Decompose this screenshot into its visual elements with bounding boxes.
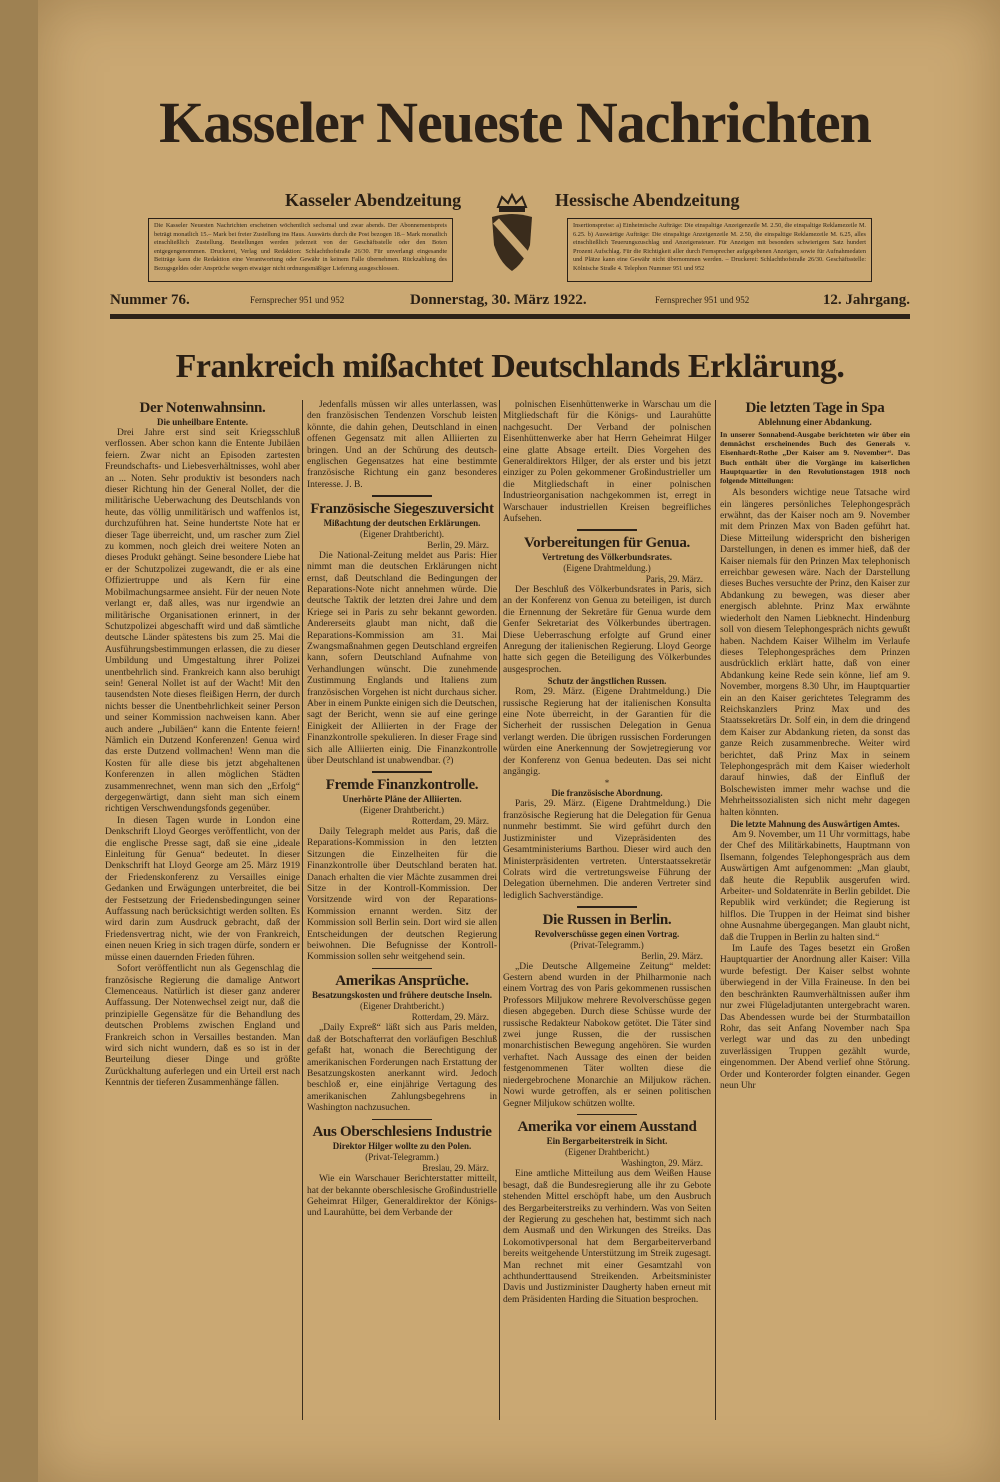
article-intro: In unserer Sonnabend-Ausgabe berichteten wir über ein demnächst erscheinendes Buch des Generals v. Eisenhardt-Rothe „Der Kaiser am 9. November“. Das Buch enthält über die Vorgänge im kaiserlichen Hauptquartier in den Revolutionstagen 1918 noch folgende Mitteilungen: <box>720 430 910 486</box>
article-paragraph: Der Beschluß des Völkerbundsrates in Paris, sich an der Konferenz von Genua zu beteiligen, ist durch die Ernennung der Sekretäre für Genua wurde dem Genfer Sekretariat des Völkerbundes übertragen. Diese Ueberraschung erfolgte auf Grund einer Anregung der italienischen Regierung. Lloyd George hatte sich gegen die Beteiligung des Völkerbundes ausgesprochen. <box>503 584 711 675</box>
main-headline: Frankreich mißachtet Deutschlands Erklärung. <box>175 348 845 385</box>
issue-number: Nummer 76. <box>110 292 190 308</box>
article-subheading: Die französische Abordnung. <box>551 788 663 799</box>
column-divider <box>715 400 716 1420</box>
article-separator <box>577 529 637 531</box>
article-separator <box>372 1119 432 1121</box>
article-paragraph: Daily Telegraph meldet aus Paris, daß die Reparations-Kommission in den letzten Sitzungen die Einzelheiten für die Finanzkontrolle über Deutschland beraten hat. Danach erhalten die vier Mächte zusammen drei Sitze in der Kontroll-Kommission. Der Vorsitzende wird von der Reparations-Kommission ernannt werden. Sitz der Kommission soll Berlin sein. Dort wird sie allen Entscheidungen der deutschen Regierung beiwohnen. Die Befugnisse der Kontroll-Kommission sollen sehr weitgehend sein. <box>307 826 497 963</box>
article-paragraph: Drei Jahre erst sind seit Kriegsschluß verflossen. Aber schon kann die Entente Jubiläen feiern. Zwar nicht an Episoden zartesten Freundschafts- und Liebesverhältnisses, wohl aber an ... Noten. Sehr produktiv ist besonders nach dieser Richtung hin der General Nollet, der die militärische Ueberwachung des Deutschlands von heute, das völlig unmilitärisch und waffenlos ist, durchzuführen hat. Seine hundertste Note hat er dieser Tage überreicht, und, um rascher zum Ziel zu kommen, noch gleich drei weitere Noten an dieses Produkt gehängt. Seine besondere Liebe hat er der Schutzpolizei zugewandt, die er als eine Offiziertruppe und als Kern für eine Mobilmachungsarmee ansieht. Für der neuen Note verlangt er, daß alles, was nur irgendwie an militärische Organisationen erinnert, in der Schutzpolizei abgeschafft wird und daß sämtliche deutsche Länder spätestens bis zum 25. Mai die Ausführungsbestimmungen erlassen, die zu dieser Umbildung und Umgestaltung ihrer Polizei unentbehrlich sind. Frankreich kann also beruhigt sein! General Nollet ist auf der Wacht! Mit den tausendsten Note dieses fleißigen Herrn, der durch nichts besser die Unentbehrlichkeit seiner Person und seiner Kommission nachweisen kann. Aber auch andere „Jubiläen“ kann die Entente feiern! Nämlich ein Dutzend Konferenzen! Genua wird das erste Dutzend vollmachen! Wenn man die Kosten für alle diese bis jetzt abgehaltenen Konferenzen in allen möglichen Städten zusammenrechnet, wenn man sich den „Erfolg“ dergegenwärtigt, dann sieht man sich einem richtigen Verschwendungsfonds gegenüber. <box>105 428 300 815</box>
article-headline: Amerikas Ansprüche. <box>335 973 469 990</box>
article-subheading: Besatzungskosten und frühere deutsche Inseln. <box>311 990 493 1001</box>
issue-date: Donnerstag, 30. März 1922. <box>410 292 587 308</box>
article-dateline: Breslau, 29. März. <box>422 1163 489 1174</box>
article-subheading: Unerhörte Pläne der Alliierten. <box>342 793 462 804</box>
article-subheading: Vertretung des Völkerbundsrates. <box>541 551 673 562</box>
article-source: (Eigener Drahtbericht.) <box>565 1147 649 1158</box>
article-subheading: Die letzte Mahnung des Auswärtigen Amtes. <box>730 819 900 829</box>
article-paragraph: Rom, 29. März. (Eigene Drahtmeldung.) Die russische Regierung hat der italienischen Konsulta eine Note überreicht, in der Garantien für die Sicherheit der russischen Delegation in Genua verlangt werden. Die übrigen russischen Forderungen würden eine Anerkennung der Sowjetregierung vor der Konferenz von Genua bedeuten. Das sei nicht angängig. <box>503 687 711 778</box>
article-paragraph: Im Laufe des Tages besetzt ein Großen Hauptquartier der Anordnung aller Kaiser: Villa wurde befestigt. Der Kaiser selbst wohnte überwiegend in der Villa Fraineuse. In den bei den beschränkten Raumverhältnissen außer ihm nur zwei Flügeladjutanten untergebracht waren. Das Abendessen wurde bei der Sturmbataillon Rohr, das seit Anfang November nach Spa verlegt war und das zu den unbedingt zuverlässigen Truppen gezählt wurde, eingenommen. Der Abend verlief ohne Störung. Order und Konterorder folgten einander. Gegen neun Uhr <box>720 944 910 1091</box>
column-divider <box>302 400 303 1420</box>
dateline <box>110 292 910 312</box>
article-paragraph: „Daily Expreß“ läßt sich aus Paris melden, daß der Botschafterrat den vorläufigen Beschluß gefaßt hat, wonach die Berechtigung der amerikanischen Forderungen nach Erstattung der Besatzungskosten anerkannt wird. Jedoch beschloß er, eine einjährige Vertagung des amerikanischen Zahlungsbegehrens in Washington nachzusuchen. <box>307 1023 497 1114</box>
masthead-subtitle-left: Kasseler Abendzeitung <box>285 190 462 210</box>
article-source: (Privat-Telegramm.) <box>365 1152 439 1163</box>
column-divider <box>499 400 500 1420</box>
article-subheading: Die unheilbare Entente. <box>156 417 249 427</box>
article-subheading: Ablehnung einer Abdankung. <box>758 417 872 427</box>
article-dateline: Berlin, 29. März. <box>641 950 703 961</box>
article-paragraph: Paris, 29. März. (Eigene Drahtmeldung.) Die französische Regierung hat die Delegation für Genua nunmehr bestimmt. Sie wird geführt durch den Justizminister und Vizepräsidenten des Gesamtministeriums Barthou. Dieser wird auch den Ministerpräsidenten vertreten. Unterstaatssekretär Colrats wird die vertretungsweise Führung der Delegation übernehmen. Die anderen Vertreter sind lediglich Sachverständige. <box>503 799 711 901</box>
article-paragraph: „Die Deutsche Allgemeine Zeitung“ meldet: Gestern abend wurden in der Philharmonie nach einem Vortrag des von Paris gekommenen russischen Professors Miljukow mehrere Revolverschüsse gegen diesen abgegeben. Durch diese Schüsse wurde der russische Redakteur Nabokow getötet. Die Täter sind zwei junge Russen, die der russischen monarchistischen Bewegung angehören. Sie wurden verhaftet. Nach Aussage des einen der beiden festgenommenen Täter wollten diese die niedergebrochene Monarchie an Miljukow rächen. Nowi wurde getroffen, als er seinen politischen Gegner Miljukow schützen wollte. <box>503 961 711 1109</box>
scan-edge <box>0 0 38 1482</box>
article-source: (Privat-Telegramm.) <box>570 939 644 950</box>
article-paragraph: Wie ein Warschauer Berichterstatter mitteilt, hat der bekannte oberschlesische Großindustrielle Geheimrat Hilger, Generaldirektor der Königs- und Laurahütte, bei dem Verbande der <box>307 1174 497 1219</box>
article-subheading: Direktor Hilger wollte zu den Polen. <box>332 1141 472 1152</box>
article-paragraph: polnischen Eisenhüttenwerke in Warschau um die Mitgliedschaft für die Königs- und Laurahütte nachgesucht. Der Verband der polnischen Eisenhüttenwerke aber hat Herrn Geheimrat Hilger eine glatte Absage erteilt. Dies Vorgehen des Generaldirektors Hilger, der als erster und bis jetzt einziger zu Polen gekommener Großindustrieller um die Mitgliedschaft in einer polnischen Industrieorganisation nachgekommen ist, erregt in Warschauer industriellen Kreisen begreifliches Aufsehen. <box>503 400 711 525</box>
article-source: (Eigener Drahtbericht.) <box>360 1001 444 1012</box>
article-headline: Die Russen in Berlin. <box>542 911 672 928</box>
article-paragraph: In diesen Tagen wurde in London eine Denkschrift Lloyd Georges veröffentlicht, von der die englische Presse sagt, daß sie eine „ideale Einleitung für Genua“ bedeutet. In dieser Denkschrift hat Lloyd George am 25. März 1919 der Friedenskonferenz zu Versailles einige Gedanken und Erwägungen unterbreitet, die bei der Festsetzung der Friedensbedingungen seiner Auffassung nach berücksichtigt werden sollten. Es wird darin zum Ausdruck gebracht, daß der Friedensvertrag nicht, wie der von Frankreich, einen neuen Krieg in sich tragen dürfe, sondern er müsse einen dauernden Frieden führen. <box>105 815 300 963</box>
masthead-title: Kasseler Neueste Nachrichten <box>159 90 871 155</box>
subscription-info-box: Die Kasseler Neuesten Nachrichten erscheinen wöchentlich sechsmal und zwar abends. Der Abonnementspreis beträgt monatlich 15.– Mark bei freier Zustellung ins Haus. Auswärts durch die Post bezogen 18.– Mark monatlich einschließlich Zustellung. Bestellungen werden jederzeit von der Geschäftsstelle oder den Boten entgegengenommen. Druckerei, Verlag und Redaktion: Schlachthofstraße 26/30. Für unverlangt eingesandte Beiträge kann die Redaktion eine Verantwortung oder Gewähr in keinem Falle übernehmen. Rückzahlung des Bezugsgeldes oder Ansprüche wegen etwaiger nicht ordnungsmäßiger Lieferung ausgeschlossen. <box>148 218 453 282</box>
article-paragraph: Sofort veröffentlicht nun als Gegenschlag die französische Regierung die damalige Antwort Clemenceaus. Natürlich ist dieser ganz anderer Auffassung. Der Notenwechsel zeigt nur, daß die prinzipielle Gegensätze für die Behandlung des deutschen Problems zwischen England und Frankreich schon in Versailles bestanden. Man wird sich nicht wundern, daß es so ist in der Beurteilung dieser Dinge und größte Zurückhaltung auferlegen und ein Urteil erst nach Kenntnis der tieferen Zusammenhänge fällen. <box>105 964 300 1089</box>
article-source: (Eigener Drahtbericht.) <box>360 804 444 815</box>
article-paragraph: Am 9. November, um 11 Uhr vormittags, habe der Chef des Militärkabinetts, Hauptmann von Ilsemann, folgendes Telephongespräch aus dem Auswärtigen Amt aufgenommen: „Man glaubt, daß heute die Republik ausgerufen wird. Arbeiter- und Soldatenräte in Berlin gebildet. Die Republik wird verkündet; die Regierung ist hilflos. Die Truppen in der Heimat sind bisher ohne Ausnahme übergegangen. Man glaubt nicht, daß die Truppen in Berlin zu halten sind.“ <box>720 830 910 943</box>
article-separator <box>372 495 432 497</box>
article-headline: Aus Oberschlesiens Industrie <box>312 1124 492 1141</box>
article-paragraph: Als besonders wichtige neue Tatsache wird ein längeres persönliches Telephongespräch erwähnt, das der Kaiser noch am 9. November mit dem Prinzen Max von Baden geführt hat. Diese Mitteilung widerspricht den bisherigen Darstellungen, in denen es immer hieß, daß der Kaiser niemals für den Prinzen Max telephonisch erreichbar gewesen wäre. Nach der Darstellung dieses Buches versuchte der Prinz, den Kaiser zur Abdankung zu bewegen, was dieser aber energisch ablehnte. Prinz Max erwähnte wiederholt den Namen Liebknecht. Hindenburg soll von diesem Telephongespräch nichts gewußt haben. Nachdem Kaiser Wilhelm im Verlaufe dieses Telephongespräches dem Prinzen ausdrücklich erklärt hatte, daß von einer Abdankung keine Rede sein könne, lief am 9. November, morgens 8.30 Uhr, im Hauptquartier ein an den Kaiser gerichtetes Telegramm des Reichskanzlers Prinz Max und des Staatssekretärs Dr. Solf ein, in dem die dringend dem Kaiser zur Abdankung rieten, da sonst das ganze Reich zusammenbreche. Weiter wird berichtet, daß Prinz Max in seinem Telephongespräch mit dem Kaiser wiederholt darauf hinwies, daß der Einfluß der Bolschewisten immer mehr wachse und die Mehrheitssozialisten sich nicht mehr dagegen halten könnten. <box>720 488 910 818</box>
article-paragraph: Eine amtliche Mitteilung aus dem Weißen Hause besagt, daß die Bundesregierung alle ihr zu Gebote stehenden Mittel erschöpft habe, um den Ausbruch des Bergarbeiterstreiks zu verhindern. Was von Seiten der Regierung zu geschehen hat, bestimmt sich nach dem Ausmaß und den Wirkungen des Streiks. Das Lokomotivpersonal hat dem Bergarbeiterverband bereits weitgehende Unterstützung im Streik zugesagt. Man rechnet mit einer Gesamtzahl von achthunderttausend Streikenden. Arbeitsminister Davis und Justizminister Daugherty haben erneut mit dem Präsidenten Harding die Situation besprochen. <box>503 1169 711 1305</box>
section-separator: * <box>604 778 610 789</box>
article-headline: Französische Siegeszuversicht <box>310 500 494 517</box>
article-subheading: Schutz der ängstlichen Russen. <box>547 676 667 687</box>
article-dateline: Paris, 29. März. <box>645 573 703 584</box>
article-separator <box>372 771 432 773</box>
article-headline: Der Notenwahnsinn. <box>139 400 266 416</box>
article-subheading: Mißachtung der deutschen Erklärungen. <box>323 517 481 528</box>
column-1 <box>105 400 300 1090</box>
article-paragraph: Die National-Zeitung meldet aus Paris: Hier nimmt man die deutschen Erklärungen nicht ernst, daß Deutschland die Bedingungen der Reparations-Note nicht annehmen würde. Die deutsche Taktik der letzten drei Jahre und dem Kriege sei in Paris zu sehr bekannt geworden. Andererseits glaubt man nicht, daß die Reparations-Kommission am 31. Mai Zwangsmaßnahmen gegen Deutschland ergreifen kann, sofern Deutschland Aufnahme von Verhandlungen wünscht. Die zunehmende Zustimmung Englands und Italiens zum französischen Vorgehen ist nicht durchaus sicher. Aber in einem Punkte einigen sich die Deutschen, sagt der Bericht, wenn sie auf eine geringe Einigkeit der Alliierten in der Frage der Finanzkontrolle spekulieren. In dieser Frage sind sich alle Alliierten einig. Die Finanzkontrolle über Deutschland ist unabwendbar. (?) <box>307 550 497 767</box>
article-separator <box>372 968 432 970</box>
article-subheading: Ein Bergarbeiterstreik in Sicht. <box>546 1136 668 1147</box>
advertising-info-box: Insertionspreise: a) Einheimische Aufträge: Die einspaltige Anzeigenzeile M. 2.50, die einspaltige Reklamezeile M. 6.25. b) Auswärtige Aufträge: Die einspaltige Anzeigenzeile M. 2.50, die einspaltige Reklamezeile M. 6.25, alles einschließlich Teuerungszuschlag und Anzeigensteuer. Für Anzeigen mit besonders schwierigem Satz hundert Prozent Aufschlag. Für die Richtigkeit aller durch Fernsprecher aufgegebenen Anzeigen, sowie für Aufnahmedaten und Plätze kann eine Gewähr nicht übernommen werden. – Druckerei: Schlachthofstraße 26/30. Geschäftsstelle: Kölnische Straße 4. Telephon Nummer 951 und 952 <box>567 218 872 282</box>
article-headline: Die letzten Tage in Spa <box>745 400 885 416</box>
volume-year: 12. Jahrgang. <box>822 292 910 308</box>
phone-left: Fernsprecher 951 und 952 <box>250 295 345 305</box>
article-separator <box>577 906 637 908</box>
column-3 <box>503 400 711 1306</box>
column-2 <box>307 400 497 1220</box>
article-headline: Vorbereitungen für Genua. <box>524 534 690 551</box>
article-dateline: Washington, 29. März. <box>620 1158 703 1169</box>
article-source: (Eigene Drahtmeldung.) <box>563 562 651 573</box>
phone-right: Fernsprecher 951 und 952 <box>655 295 750 305</box>
article-source: (Eigener Drahtbericht). <box>360 528 444 539</box>
article-paragraph: Jedenfalls müssen wir alles unterlassen, was den französischen Tendenzen Vorschub leisten könnte, die dahin gehen, Deutschland in einen offenen Gegensatz mit allen Alliierten zu bringen. Und an der Schürung des deutsch-englischen Gegensatzes hat eine bestimmte französische Richtung ein ganz besonderes Interesse. J. B. <box>307 400 497 490</box>
article-dateline: Rotterdam, 29. März. <box>411 1012 489 1023</box>
article-subheading: Revolverschüsse gegen einen Vortrag. <box>534 928 680 939</box>
article-separator <box>577 1114 637 1116</box>
masthead-subtitle-right: Hessische Abendzeitung <box>555 190 740 210</box>
article-dateline: Rotterdam, 29. März. <box>411 815 489 826</box>
article-headline: Fremde Finanzkontrolle. <box>325 776 479 793</box>
article-headline: Amerika vor einem Ausstand <box>517 1119 697 1136</box>
coat-of-arms-icon <box>488 193 536 273</box>
column-4 <box>720 400 910 1092</box>
article-dateline: Berlin, 29. März. <box>427 539 489 550</box>
header-rule <box>110 314 910 319</box>
